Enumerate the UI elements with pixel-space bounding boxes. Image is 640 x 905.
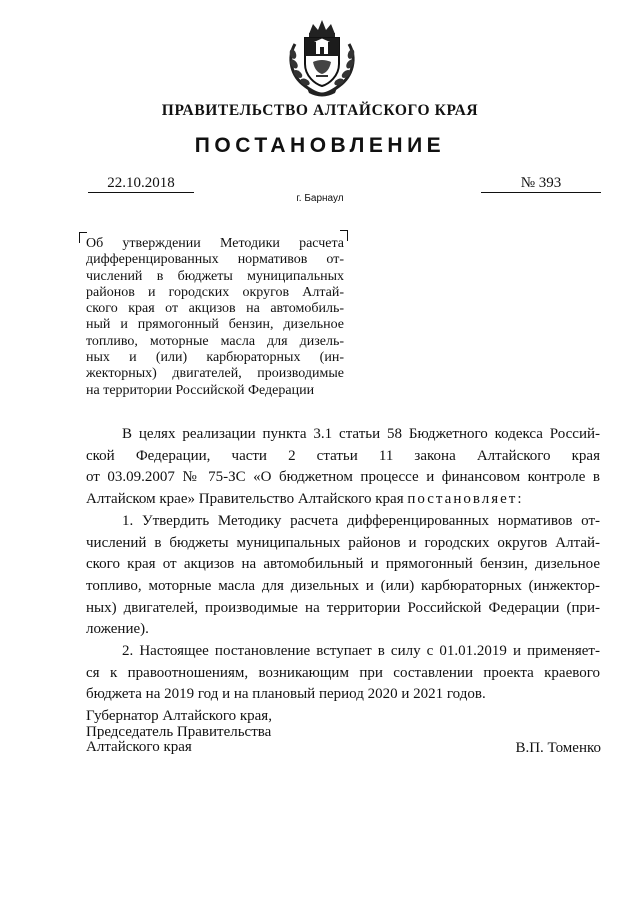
- subject-line: ского края от акцизов на автомобиль-: [86, 301, 344, 317]
- preamble-line: В целях реализации пункта 3.1 статьи 58 Бюджетного кодекса Россий-: [122, 426, 600, 442]
- item1-line: ложение).: [86, 621, 149, 638]
- item1-line: 1. Утвердить Методику расчета дифференцированных нормативов от-: [122, 512, 600, 529]
- subject-line: ный и прямогонный бензин, дизельное: [86, 317, 344, 333]
- document-date: 22.10.2018: [88, 174, 194, 193]
- item2-line: ся к правоотношениям, возникающим при составлении проекта краевого: [86, 664, 600, 681]
- subject-line: Об утверждении Методики расчета: [86, 236, 344, 251]
- preamble-line: от 03.09.2007 № 75-ЗС «О бюджетном процессе и финансовом контроле в: [86, 469, 600, 486]
- subject-line: числений в бюджеты муниципальных: [86, 268, 344, 284]
- preamble-last-line: [86, 489, 600, 511]
- subject-line: дифференцированных нормативов от-: [86, 252, 344, 268]
- government-title: ПРАВИТЕЛЬСТВО АЛТАЙСКОГО КРАЯ: [161, 102, 479, 119]
- item2-line: бюджета на 2019 год и на плановый период 2020 и 2021 годов.: [86, 686, 486, 703]
- item1-line: топливо, моторные масла для дизельных и (или) карбюраторных (инжектор-: [86, 577, 600, 594]
- coat-of-arms-icon: [283, 14, 361, 98]
- signatory-name: В.П. Томенко: [515, 740, 601, 756]
- subject-line: районов и городских округов Алтай-: [86, 284, 344, 300]
- document-subject: [86, 236, 344, 399]
- signatory-position-line: Председатель Правительства: [86, 723, 272, 740]
- signatory-position-line: Губернатор Алтайского края,: [86, 708, 272, 724]
- item1-line: ского края от акцизов на автомобильный и прямогонный бензин, дизельное: [86, 556, 600, 573]
- decree-word: постановляет:: [407, 491, 524, 508]
- item1-line: числений в бюджеты муниципальных районов и городских округов Алтай-: [86, 534, 600, 551]
- document-body: [86, 424, 600, 706]
- subject-line: жекторных) двигателей, производимые: [86, 366, 344, 382]
- item2-line: 2. Настоящее постановление вступает в силу с 01.01.2019 и применяет-: [122, 643, 600, 660]
- document-number: № 393: [481, 174, 601, 193]
- subject-line: топливо, моторные масла для дизель-: [86, 333, 344, 349]
- subject-line: на территории Российской Федерации: [86, 382, 315, 398]
- preamble-line: ской Федерации, части 2 статьи 11 закона Алтайского края: [86, 447, 600, 464]
- city-label: г. Барнаул: [296, 193, 344, 204]
- preamble-line: Алтайском крае» Правительство Алтайского края: [86, 491, 408, 508]
- document-type-heading: ПОСТАНОВЛЕНИЕ: [194, 134, 446, 157]
- subject-line: ных и (или) карбюраторных (ин-: [86, 350, 344, 366]
- signatory-position-line: Алтайского края: [86, 739, 192, 755]
- item1-line: ных) двигателей, производимые на территории Российской Федерации (при-: [86, 599, 600, 616]
